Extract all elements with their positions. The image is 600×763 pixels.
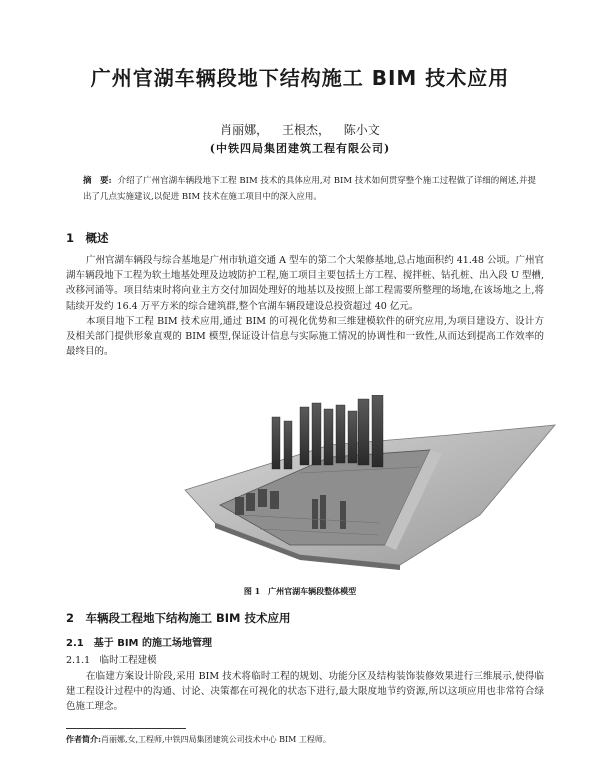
paper-title: 广州官湖车辆段地下结构施工 BIM 技术应用 bbox=[90, 66, 510, 90]
building-blocks bbox=[272, 395, 383, 469]
abstract-text: 介绍了广州官湖车辆段地下工程 BIM 技术的具体应用,对 BIM 技术如何贯穿整个施工过程做了详细的阐述,并提出了几点实施建议,以促进 BIM 技术在施工项目中的深入应用。 bbox=[83, 176, 536, 202]
section-2-heading: 2 车辆段工程地下结构施工 BIM 技术应用 bbox=[66, 611, 291, 625]
abstract bbox=[83, 173, 543, 205]
footnote-label: 作者简介: bbox=[66, 734, 101, 744]
footnote bbox=[66, 733, 546, 746]
authors: 肖丽娜， 王根杰， 陈小文 bbox=[220, 123, 380, 137]
abstract-label: 摘 要: bbox=[83, 176, 112, 186]
figure-caption: 图 1 广州官湖车辆段整体模型 bbox=[243, 586, 357, 596]
section-1-heading: 1 概述 bbox=[66, 231, 109, 245]
section-1-body bbox=[66, 253, 544, 359]
section-2-paragraph: 在临建方案设计阶段,采用 BIM 技术将临时工程的规划、功能分区及结构装饰装修效果进行三维展示,使得临建工程设计过程中的沟通、讨论、决策都在可视化的状态下进行,最大限度地节约资源,所以这项应用也非常符合绿色施工理念。 bbox=[66, 671, 544, 713]
section-1-paragraph: 广州官湖车辆段与综合基地是广州市轨道交通 A 型车的第二个大架修基地,总占地面积约 41.48 公顷。广州官湖车辆段地下工程为软土地基处理及边坡防护工程,施工项目主要包括土方工程、搅拌桩、钻孔桩、出入段 U 型槽,改移河涌等。项目结束时将向业主方交付加固处理好的地基以及按照上部工程需要所整理的场地,在该场地之上,将陆续开发约 16.4 万平方米的综合建筑群,整个官湖车辆段建设总投资超过 40 亿元。 bbox=[66, 255, 544, 312]
section-2-1-1-heading: 2.1.1 临时工程建模 bbox=[66, 655, 157, 666]
footnote-rule bbox=[66, 728, 186, 729]
overall-model-figure bbox=[180, 395, 560, 570]
affiliation: (中铁四局集团建筑工程有限公司) bbox=[209, 142, 391, 155]
footnote-text: 肖丽娜,女,工程师,中铁四局集团建筑公司技术中心 BIM 工程师。 bbox=[100, 735, 331, 744]
section-2-body bbox=[66, 669, 544, 715]
section-1-paragraph: 本项目地下工程 BIM 技术应用,通过 BIM 的可视化优势和三维建模软件的研究应用,为项目建设方、设计方及相关部门提供形象直观的 BIM 模型,保证设计信息与实际施工情况的协调性和一致性,从而达到提高工作效率的最终目的。 bbox=[66, 315, 544, 358]
section-2-1-heading: 2.1 基于 BIM 的施工场地管理 bbox=[66, 638, 212, 649]
